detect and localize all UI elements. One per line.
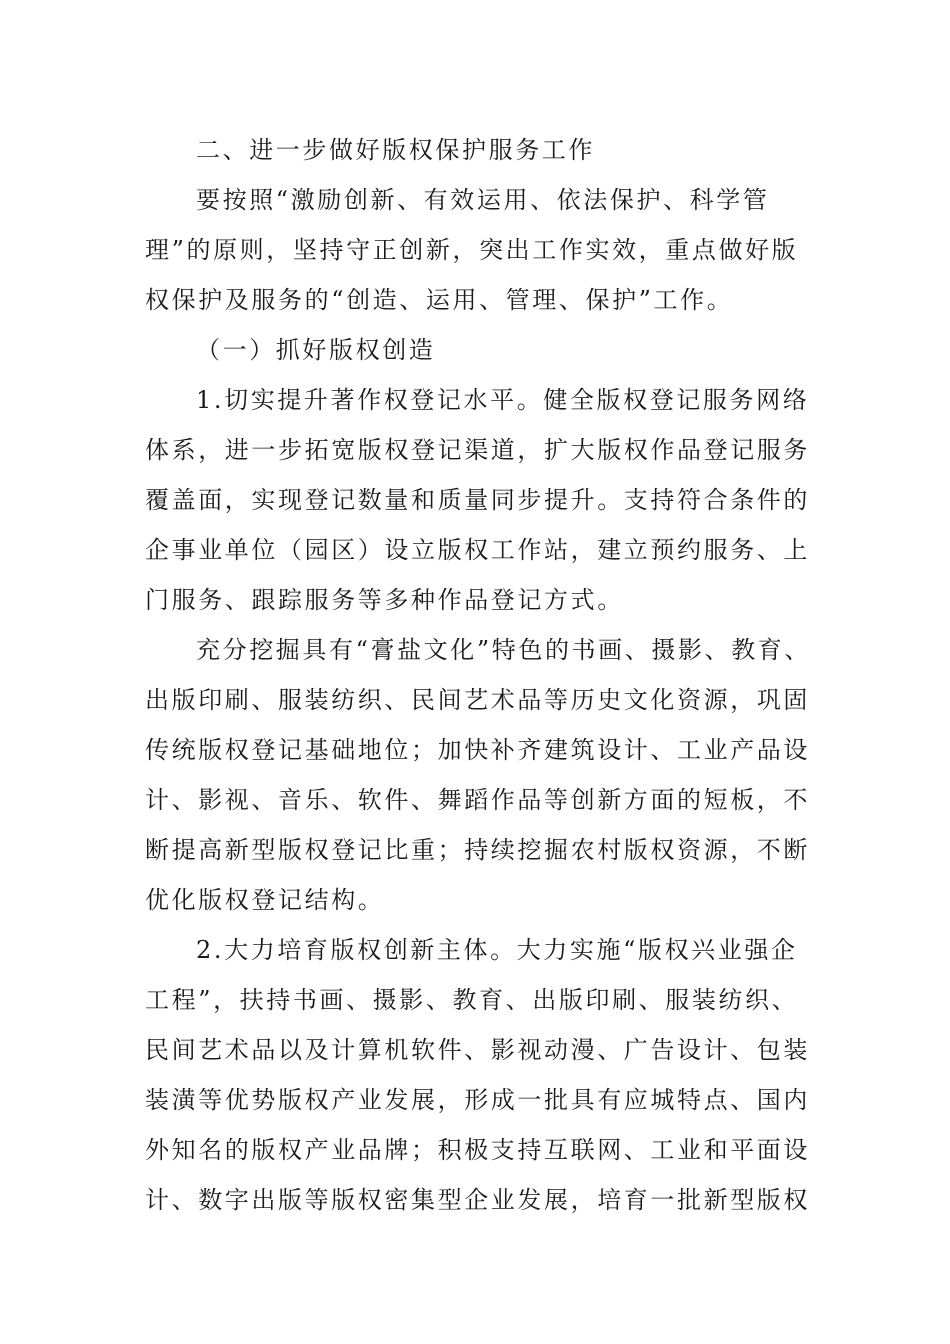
- intro-line-2: 理”的原则，坚持守正创新，突出工作实效，重点做好版: [145, 236, 799, 264]
- item1-line-1: 1.切实提升著作权登记水平。健全版权登记服务网络: [196, 386, 810, 414]
- intro-line-1: 要按照“激励创新、有效运用、依法保护、科学管: [196, 186, 770, 214]
- item2-line-6: 计、数字出版等版权密集型企业发展，培育一批新型版权: [145, 1186, 810, 1214]
- para2-line-5: 断提高新型版权登记比重；持续挖掘农村版权资源，不断: [145, 836, 810, 864]
- item2-line-2: 工程”，扶持书画、摄影、教育、出版印刷、服装纺织、: [145, 986, 799, 1014]
- para2-line-4: 计、影视、音乐、软件、舞蹈作品等创新方面的短板，不: [145, 786, 810, 814]
- para2-line-2: 出版印刷、服装纺织、民间艺术品等历史文化资源，巩固: [145, 686, 810, 714]
- item2-line-1: 2.大力培育版权创新主体。大力实施“版权兴业强企: [196, 936, 798, 964]
- para2-line-6: 优化版权登记结构。: [145, 886, 385, 914]
- item1-line-2: 体系，进一步拓宽版权登记渠道，扩大版权作品登记服务: [145, 436, 810, 464]
- item1-line-5: 门服务、跟踪服务等多种作品登记方式。: [145, 586, 624, 614]
- subsection-heading: （一）抓好版权创造: [196, 336, 436, 364]
- item1-line-4: 企事业单位（园区）设立版权工作站，建立预约服务、上: [145, 536, 810, 564]
- item2-line-5: 外知名的版权产业品牌；积极支持互联网、工业和平面设: [145, 1136, 810, 1164]
- intro-line-3: 权保护及服务的“创造、运用、管理、保护”工作。: [145, 286, 734, 314]
- item2-line-4: 装潢等优势版权产业发展，形成一批具有应城特点、国内: [145, 1086, 810, 1114]
- item2-line-3: 民间艺术品以及计算机软件、影视动漫、广告设计、包装: [145, 1036, 810, 1064]
- item1-line-3: 覆盖面，实现登记数量和质量同步提升。支持符合条件的: [145, 486, 810, 514]
- section-heading: 二、进一步做好版权保护服务工作: [196, 136, 595, 164]
- para2-line-1: 充分挖掘具有“膏盐文化”特色的书画、摄影、教育、: [196, 636, 811, 664]
- para2-line-3: 传统版权登记基础地位；加快补齐建筑设计、工业产品设: [145, 736, 810, 764]
